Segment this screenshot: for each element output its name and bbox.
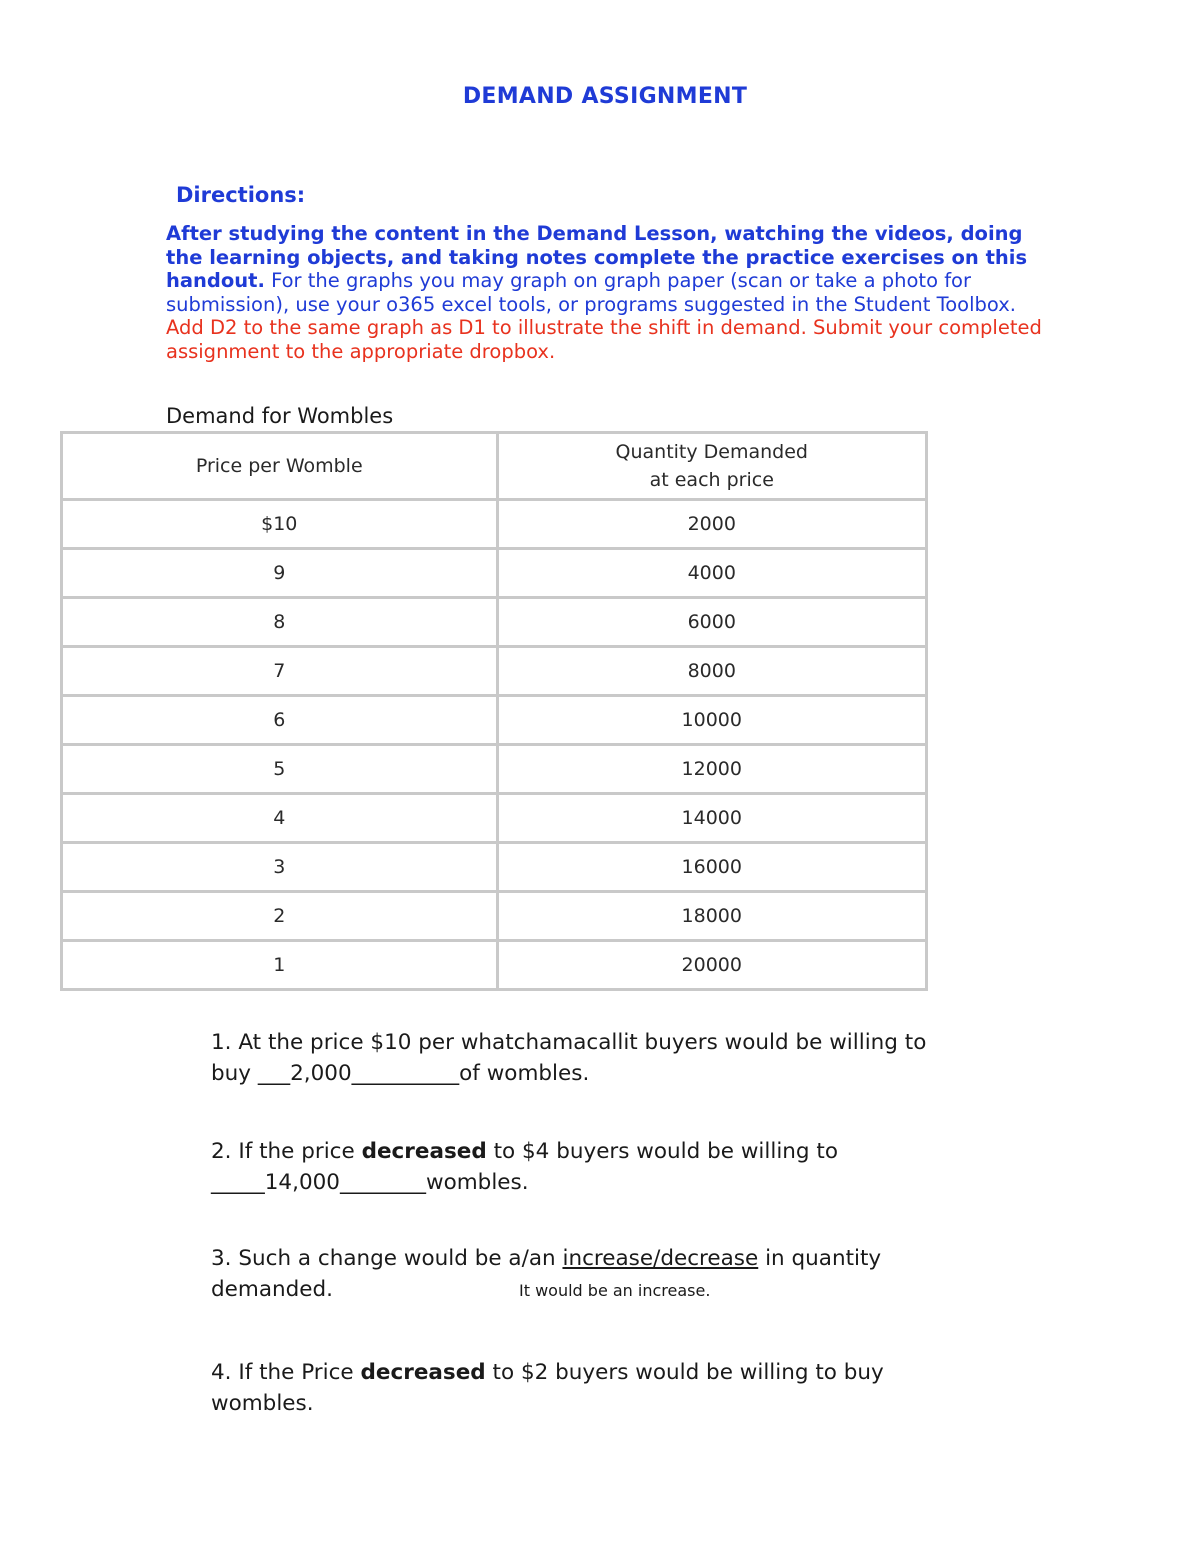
quantity-cell: 16000 bbox=[497, 843, 927, 892]
quantity-cell: 18000 bbox=[497, 892, 927, 941]
quantity-cell: 20000 bbox=[497, 941, 927, 990]
price-cell: $10 bbox=[62, 500, 498, 549]
question-3-line1 bbox=[211, 1243, 1011, 1274]
directions-paragraph bbox=[166, 222, 1046, 364]
header-quantity-line2: at each price bbox=[649, 469, 774, 491]
question-4-prefix: 4. If the Price bbox=[211, 1360, 361, 1385]
price-cell: 8 bbox=[62, 598, 498, 647]
question-2-answer: _____14,000________ bbox=[211, 1170, 426, 1195]
table-row bbox=[62, 745, 927, 794]
question-1-suffix: of wombles. bbox=[459, 1061, 590, 1086]
question-1-line1: 1. At the price $10 per whatchamacallit buyers would be willing to bbox=[211, 1030, 927, 1055]
price-cell: 9 bbox=[62, 549, 498, 598]
question-2-tail: wombles. bbox=[425, 1170, 529, 1195]
question-1 bbox=[211, 1027, 1011, 1089]
question-3-line2: demanded. bbox=[211, 1277, 333, 1302]
table-row bbox=[62, 941, 927, 990]
directions-heading: Directions: bbox=[176, 183, 306, 207]
header-quantity bbox=[497, 433, 927, 500]
table-row bbox=[62, 892, 927, 941]
directions-blue-text: For the graphs you may graph on graph paper (scan or take a photo for submission), use your o365 excel tools, or programs suggested in the Student Toolbox. bbox=[166, 269, 1016, 316]
question-1-answer: ___2,000__________ bbox=[257, 1061, 460, 1086]
header-quantity-line1: Quantity Demanded bbox=[615, 441, 808, 463]
table-row bbox=[62, 549, 927, 598]
question-2-prefix: 2. If the price bbox=[211, 1139, 362, 1164]
table-row bbox=[62, 647, 927, 696]
table-row bbox=[62, 794, 927, 843]
price-cell: 1 bbox=[62, 941, 498, 990]
table-row bbox=[62, 598, 927, 647]
quantity-cell: 14000 bbox=[497, 794, 927, 843]
price-cell: 2 bbox=[62, 892, 498, 941]
header-price: Price per Womble bbox=[62, 433, 498, 500]
directions-red-text: Add D2 to the same graph as D1 to illustrate the shift in demand. Submit your completed assignment to the appropriate dropbox. bbox=[166, 316, 1042, 363]
question-4-line1 bbox=[211, 1357, 1011, 1388]
page-title: DEMAND ASSIGNMENT bbox=[462, 84, 748, 109]
question-2-line2 bbox=[211, 1167, 1011, 1198]
quantity-cell: 6000 bbox=[497, 598, 927, 647]
price-cell: 5 bbox=[62, 745, 498, 794]
table-title: Demand for Wombles bbox=[166, 404, 394, 428]
question-2-bold: decreased bbox=[361, 1139, 487, 1164]
quantity-cell: 10000 bbox=[497, 696, 927, 745]
table-row bbox=[62, 696, 927, 745]
table-row bbox=[62, 843, 927, 892]
question-3-underlined: increase/decrease bbox=[562, 1246, 759, 1271]
price-cell: 6 bbox=[62, 696, 498, 745]
quantity-cell: 12000 bbox=[497, 745, 927, 794]
quantity-cell: 2000 bbox=[497, 500, 927, 549]
price-cell: 4 bbox=[62, 794, 498, 843]
table-header-row bbox=[62, 433, 927, 500]
price-cell: 3 bbox=[62, 843, 498, 892]
question-3-suffix: in quantity bbox=[758, 1246, 882, 1271]
question-2 bbox=[211, 1136, 1011, 1198]
question-4-line2: wombles. bbox=[211, 1391, 314, 1416]
question-4-bold: decreased bbox=[360, 1360, 486, 1385]
question-1-line2 bbox=[211, 1058, 1011, 1089]
question-4 bbox=[211, 1357, 1011, 1419]
question-3-answer-note: It would be an increase. bbox=[519, 1281, 711, 1300]
quantity-cell: 8000 bbox=[497, 647, 927, 696]
demand-table bbox=[60, 431, 928, 991]
quantity-cell: 4000 bbox=[497, 549, 927, 598]
question-4-suffix: to $2 buyers would be willing to buy bbox=[485, 1360, 884, 1385]
question-3-prefix: 3. Such a change would be a/an bbox=[211, 1246, 563, 1271]
directions-bold-text: After studying the content in the Demand Lesson, watching the videos, doing the learning objects, and taking notes complete the practice exercises on this handout. bbox=[166, 222, 1028, 293]
price-cell: 7 bbox=[62, 647, 498, 696]
question-1-prefix: buy bbox=[211, 1061, 258, 1086]
question-2-line1 bbox=[211, 1136, 1011, 1167]
question-2-suffix: to $4 buyers would be willing to bbox=[486, 1139, 838, 1164]
table-row bbox=[62, 500, 927, 549]
